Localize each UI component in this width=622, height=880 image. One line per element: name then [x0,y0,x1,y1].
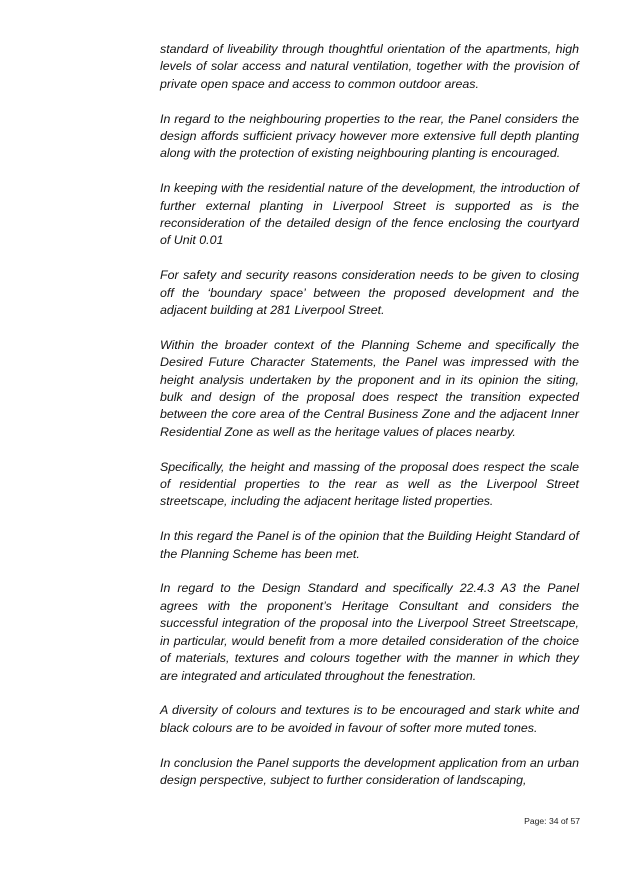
page-number: Page: 34 of 57 [524,816,580,826]
paragraph-colours-textures: A diversity of colours and textures is to be encouraged and stark white and black colours are to be avoided in favour of softer more muted tones. [160,703,579,735]
paragraph-planning-scheme-context: Within the broader context of the Planning Scheme and specifically the Desired Future Character Statements, the Panel was impressed with the height analysis undertaken by the proponent and in its opinion the siting, bulk and design of the proposal does respect the transition expected between the core area of the Central Business Zone and the adjacent Inner Residential Zone as well as the heritage values of places nearby. [160,337,579,439]
paragraph-external-planting: In keeping with the residential nature of the development, the introduction of further external planting in Liverpool Street is supported as is the reconsideration of the detailed design of the fence enclosing the courtyard of Unit 0.01 [160,181,579,248]
paragraph-safety-security: For safety and security reasons consideration needs to be given to closing off the ‘boundary space’ between the proposed development and the adjacent building at 281 Liverpool Street. [160,268,579,318]
paragraph-conclusion: In conclusion the Panel supports the development application from an urban design perspective, subject to further consideration of landscaping, [160,755,579,787]
paragraph-building-height-standard: In this regard the Panel is of the opinion that the Building Height Standard of the Planning Scheme has been met. [160,529,579,561]
paragraph-design-standard: In regard to the Design Standard and specifically 22.4.3 A3 the Panel agrees with the proponent’s Heritage Consultant and considers the successful integration of the proposal into the Liverpool Street Streetscape, in particular, would benefit from a more detailed consideration of the choice of materials, textures and colours together with the manner in which they are integrated and articulated throughout the fenestration. [160,581,579,683]
paragraph-neighbouring-properties: In regard to the neighbouring properties to the rear, the Panel considers the design affords sufficient privacy however more extensive full depth planting along with the protection of existing neighbouring planting is encouraged. [160,111,579,161]
paragraph-liveability: standard of liveability through thoughtful orientation of the apartments, high levels of solar access and natural ventilation, together with the provision of private open space and access to common outdoor areas. [160,42,579,91]
document-body [160,41,579,807]
paragraph-height-massing: Specifically, the height and massing of the proposal does respect the scale of residential properties to the rear as well as the Liverpool Street streetscape, including the adjacent heritage listed properties. [160,459,579,509]
